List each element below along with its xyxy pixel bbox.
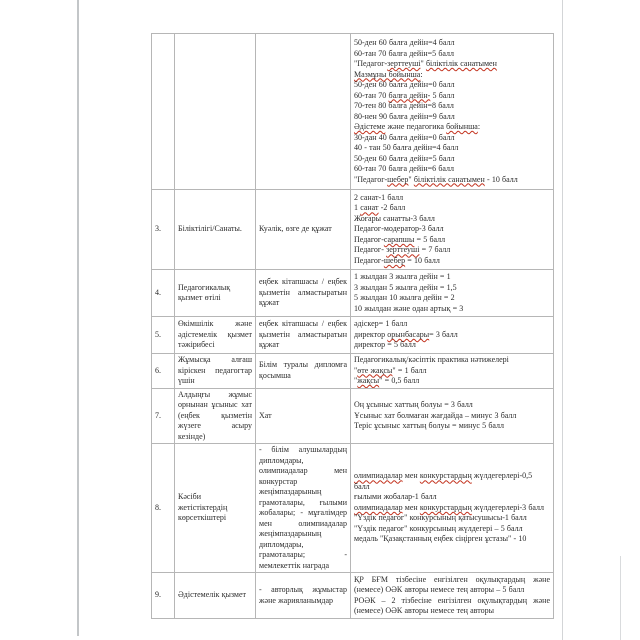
score-line — [354, 154, 550, 165]
score-line — [354, 513, 550, 524]
text-segment: - білім алушылардың дипломдары, олимпиадалар мен конкурстар жеңімпаздарының грамоталары, ғылыми жобалары; - мұғалімдер мен олимпиадалар жеңімпаздарының дипломдары, грамоталары; - мемлекеттік награда — [259, 445, 347, 570]
text-segment: = 7 балл — [419, 245, 451, 255]
text-segment: ғылыми жобалар-1 балл — [354, 492, 437, 502]
score-line — [354, 272, 550, 283]
text-segment: Білім туралы дипломға қосымша — [259, 360, 347, 380]
table-row-5 — [152, 317, 554, 354]
text-segment: медаль "Қазақстанның еңбек сіңірген ұстазы" - 10 — [354, 534, 527, 544]
text-segment: Педагог- — [354, 234, 384, 244]
text-segment: " — [420, 59, 426, 68]
text-segment: директор — [354, 329, 388, 339]
score-line — [354, 112, 550, 123]
text-segment: 60-тан 70 — [354, 90, 389, 100]
text-segment: = 3 балл — [429, 329, 458, 339]
page-border-left-line — [77, 0, 79, 636]
table-row-8 — [152, 444, 554, 573]
score-line — [354, 80, 550, 91]
criterion-cell — [175, 317, 256, 354]
text-segment: " = 0,5 балл — [379, 376, 420, 385]
text-segment: еңбек кітапшасы / еңбек қызметін алмастыратын құжат — [259, 319, 347, 350]
criterion-cell — [175, 573, 256, 619]
text-segment: "Педагог- — [354, 59, 388, 68]
text-segment: 1 жылдан 3 жылға дейін = 1 — [354, 272, 451, 281]
document-cell — [256, 190, 351, 270]
score-line — [354, 101, 550, 112]
text-segment: : — [477, 122, 481, 131]
scores-cell — [351, 34, 554, 190]
score-line — [354, 471, 550, 482]
score-line — [354, 49, 550, 60]
score-line — [354, 319, 550, 330]
spellcheck-marked-text: Әдістеме — [354, 122, 386, 131]
score-line — [354, 38, 550, 49]
text-segment: 60-тан 70 балға дейін=5 балл — [354, 48, 454, 58]
score-line — [354, 575, 550, 596]
text-segment: 5 балл — [430, 90, 455, 100]
score-line — [354, 330, 550, 341]
criterion-cell — [175, 354, 256, 389]
scores-cell — [351, 388, 554, 444]
spellcheck-marked-text: Мазмұны бойынша — [354, 69, 421, 79]
text-segment: ҚР БҒМ тізбесіне енгізілген оқулықтардың және (немесе) ОӘК авторы немесе тең авторы – 5 балл — [354, 574, 550, 594]
spellcheck-marked-text: олимпиадалар — [354, 502, 403, 512]
text-segment: - 10 балл — [484, 174, 518, 184]
spellcheck-marked-text: біліктілік санатымен — [425, 59, 497, 68]
document-cell — [256, 317, 351, 354]
text-segment: 10 жылдан және одан артық = 3 — [354, 303, 464, 313]
score-line — [354, 193, 550, 204]
text-segment: Жоғары санатты-3 балл — [354, 213, 435, 223]
text-segment: Педагогикалық қызмет өтілі — [178, 282, 231, 302]
score-line — [354, 245, 550, 256]
spellcheck-marked-text: зерттеуші — [387, 59, 421, 68]
spellcheck-marked-text: санат — [360, 203, 379, 213]
score-line — [354, 400, 550, 411]
score-line — [354, 482, 550, 493]
score-line — [354, 376, 550, 387]
text-segment: 1 — [354, 203, 361, 213]
text-segment: 30-дан 40 балға дейін=0 балл — [354, 132, 455, 142]
spellcheck-marked-text: балға дейін- — [388, 90, 431, 100]
spellcheck-marked-text: орынбасары — [387, 329, 430, 339]
table-row-continuation — [152, 34, 554, 190]
score-line — [354, 355, 550, 366]
score-line — [354, 283, 550, 294]
document-cell — [256, 34, 351, 190]
text-segment: жүлдегерлері-0,5 — [471, 471, 533, 481]
text-segment: 5 жылдан 10 жылға дейін = 2 — [354, 293, 455, 302]
text-segment: -2 балл — [378, 203, 406, 213]
text-margin-right-line — [562, 0, 563, 640]
row-number-cell: 5. — [152, 317, 175, 354]
scores-cell — [351, 354, 554, 389]
spellcheck-marked-text: олимпиадалар — [354, 471, 403, 481]
text-segment: Куәлік, өзге де құжат — [259, 224, 332, 234]
score-line — [354, 304, 550, 315]
text-segment: Теріс ұсыныс хаттың болуы = минус 5 балл — [354, 421, 505, 430]
score-line — [354, 503, 550, 514]
criterion-cell — [175, 388, 256, 444]
text-segment: мен — [402, 471, 420, 481]
text-segment: Өкімшілік және әдістемелік қызмет тәжірибесі — [178, 319, 252, 350]
text-segment: " — [408, 174, 414, 184]
document-cell — [256, 444, 351, 573]
score-line — [354, 293, 550, 304]
text-segment: = 5 балл — [414, 234, 446, 244]
text-segment: 60-тан 70 балға дейін=6 балл — [354, 164, 454, 173]
score-line — [354, 133, 550, 144]
text-segment: РОӘК – 2 тізбесіне енгізілген оқулықтардың және (немесе) ОӘК авторы немесе тең авторы — [354, 595, 550, 615]
text-segment: 70-тен 80 балға дейін=8 балл — [354, 101, 454, 110]
table-row-7 — [152, 388, 554, 444]
text-segment: Біліктілігі/Санаты. — [178, 224, 242, 234]
score-line — [354, 596, 550, 617]
text-segment: Педагогикалық/кәсіптік практика нәтижелері — [354, 355, 509, 364]
scores-cell — [351, 270, 554, 317]
document-cell — [256, 270, 351, 317]
text-segment: Оң ұсыныс хаттың болуы = 3 балл — [354, 400, 473, 409]
score-line — [354, 70, 550, 81]
text-segment: Әдістемелік қызмет — [178, 590, 247, 600]
row-number-cell: 4. — [152, 270, 175, 317]
text-segment: әдіскер= 1 балл — [354, 319, 408, 329]
score-line — [354, 421, 550, 432]
text-segment: 50-ден 60 балға дейін=5 балл — [354, 153, 455, 163]
document-cell — [256, 573, 351, 619]
text-segment: еңбек кітапшасы / еңбек қызметін алмастыратын құжат — [259, 277, 347, 308]
criterion-cell — [175, 270, 256, 317]
text-segment: Жұмысқа алғаш кіріскен педагогтар үшін — [178, 355, 252, 385]
table-row-6 — [152, 354, 554, 389]
spellcheck-marked-text: сарапшы — [383, 234, 415, 244]
score-line — [354, 143, 550, 154]
score-line — [354, 122, 550, 133]
criterion-cell — [175, 190, 256, 270]
scores-cell — [351, 190, 554, 270]
text-segment: 50-ден 60 балға дейін=0 балл — [354, 80, 455, 89]
text-segment: Хат — [259, 410, 272, 420]
text-segment: " — [354, 376, 358, 385]
text-segment: Педагог- — [354, 245, 387, 255]
text-segment: " — [354, 365, 358, 375]
text-segment: Ұсыныс хат болмаған жағдайда – минус 3 балл — [354, 410, 517, 420]
text-segment: "Үздік педагог" конкурсының қатысушысы-1 балл — [354, 513, 527, 523]
criterion-cell — [175, 444, 256, 573]
spellcheck-marked-text: конкурстардың — [419, 502, 472, 512]
score-line — [354, 91, 550, 102]
score-line — [354, 492, 550, 503]
text-segment: балл — [354, 481, 370, 491]
document-cell — [256, 388, 351, 444]
score-line — [354, 366, 550, 377]
text-segment: 80-нен 90 балға дейін=9 балл — [354, 111, 455, 121]
score-line — [354, 256, 550, 267]
page-border-right-line — [620, 556, 621, 640]
table-row-9 — [152, 573, 554, 619]
spellcheck-marked-text: шебер — [387, 174, 409, 184]
row-number-cell: 6. — [152, 354, 175, 389]
score-line — [354, 411, 550, 422]
score-line — [354, 175, 550, 186]
text-segment: 50-ден 60 балға дейін=4 балл — [354, 38, 455, 47]
evaluation-criteria-table — [151, 33, 554, 619]
score-line — [354, 214, 550, 225]
text-segment: 3 жылдан 5 жылға дейін = 1,5 — [354, 282, 457, 292]
score-line — [354, 164, 550, 175]
spellcheck-marked-text: бойынша — [446, 122, 478, 131]
spellcheck-marked-text: өте жақсы — [357, 365, 393, 375]
text-segment: Алдыңғы жұмыс орнынан ұсыныс хат (еңбек қызметін жүзеге асыру кезінде) — [178, 389, 252, 441]
score-line — [354, 59, 550, 70]
score-line — [354, 224, 550, 235]
text-segment: Педагог- — [354, 255, 384, 265]
spellcheck-marked-text: зерттеуші — [386, 245, 420, 255]
row-number-cell — [152, 34, 175, 190]
spellcheck-marked-text: біліктілік санатымен — [413, 174, 485, 184]
text-segment: = 10 балл — [405, 255, 440, 265]
text-segment: мен — [402, 502, 420, 512]
text-segment: " = 1 балл — [392, 365, 427, 375]
text-segment: 40 - тан 50 балға дейін=4 балл — [354, 143, 459, 152]
score-line — [354, 524, 550, 535]
text-segment: Педагог-модератор-3 балл — [354, 224, 444, 234]
scores-cell — [351, 573, 554, 619]
text-segment: 2 санат-1 балл — [354, 192, 404, 202]
text-segment: және педагогика — [385, 122, 447, 131]
text-segment: "Үздік педагог" конкурсының жүлдегері – 5 балл — [354, 523, 523, 533]
text-segment: "Педагог- — [354, 174, 388, 184]
text-segment: : — [420, 69, 423, 79]
document-cell — [256, 354, 351, 389]
table-row-4 — [152, 270, 554, 317]
text-segment: жүлдегерлері-3 балл — [471, 502, 545, 512]
text-segment: директор = 5 балл — [354, 340, 416, 350]
spellcheck-marked-text: жақсы — [357, 376, 380, 385]
spellcheck-marked-text: шебер — [383, 255, 406, 265]
row-number-cell: 8. — [152, 444, 175, 573]
criterion-cell — [175, 34, 256, 190]
row-number-cell: 7. — [152, 388, 175, 444]
score-line — [354, 340, 550, 351]
text-segment: Кәсіби жетістіктердің көрсеткіштері — [178, 492, 228, 523]
row-number-cell: 9. — [152, 573, 175, 619]
scores-cell — [351, 444, 554, 573]
score-line — [354, 203, 550, 214]
score-line — [354, 534, 550, 545]
table-row-3 — [152, 190, 554, 270]
spellcheck-marked-text: конкурстардың — [419, 471, 472, 481]
score-line — [354, 235, 550, 246]
scores-cell — [351, 317, 554, 354]
text-segment: - авторлық жұмыстар және жарияланымдар — [259, 585, 347, 605]
row-number-cell: 3. — [152, 190, 175, 270]
